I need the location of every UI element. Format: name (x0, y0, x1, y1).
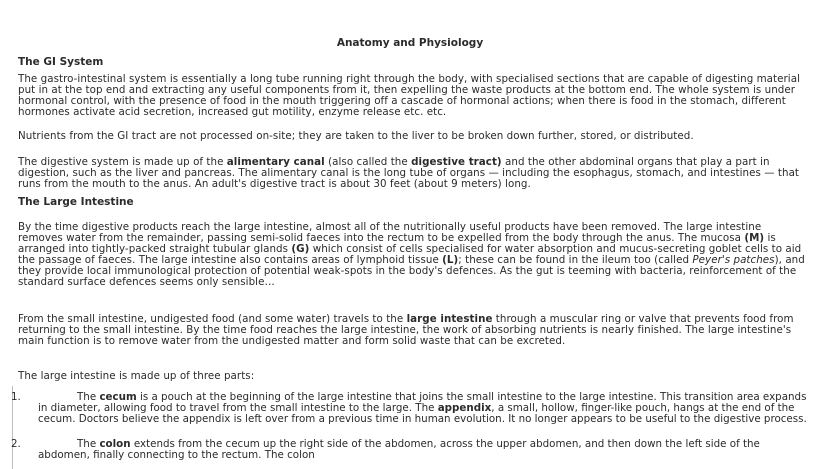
document-title: Anatomy and Physiology (336, 37, 484, 49)
term-appendix: appendix (437, 401, 492, 414)
list-item-number: 1. (11, 391, 21, 403)
paragraph-gi-intro: The gastro-intestinal system is essentially a long tube running right through the body, with specialised sections that are capable of digesting material put in at the top end and extracting any useful components from it, then expelling the waste products at the bottom end. The whole system is under hormonal control, with the presence of food in the mouth triggering off a cascade of hormonal actions; when there is food in the stomach, different hormones activate acid secretion, increased gut motility, enzyme release etc. etc. (18, 73, 800, 118)
term-cecum: cecum (99, 391, 137, 403)
text-run: is a pouch at the beginning of the large intestine that joins the small intestine to the large intestine. This transition area expands in diameter, allowing food to travel from the small intestine to the large. The (38, 391, 807, 414)
text-run: From the small intestine, undigested food (and some water) travels to the (18, 313, 407, 325)
list-item-number: 2. (11, 438, 21, 450)
text-run: The (77, 391, 100, 403)
term-colon: colon (99, 438, 131, 450)
term-alimentary-canal: alimentary canal (226, 156, 325, 168)
heading-large-intestine: The Large Intestine (18, 196, 134, 208)
text-run: (also called the (324, 156, 412, 168)
list-item-body (38, 392, 813, 425)
text-run: is arranged into tightly-packed straight tubular glands (18, 231, 776, 255)
text-run: extends from the cecum up the right side of the abdomen, across the upper abdomen, and then down the left side of the abdomen, finally connecting to the rectum. The colon (38, 438, 760, 461)
text-run: which consist of cells specialised for water absorption and mucus-secreting goblet cells to aid the passage of faeces. The large intestine also contains areas of lymphoid tissue (18, 242, 802, 266)
text-run: By the time digestive products reach the large intestine, almost all of the nutritionally useful products have been removed. The large intestine removes water from the remainder, passing semi-solid faeces into the rectum to be expelled from the body through the anus. The mucosa (18, 221, 762, 244)
label-g: (G) (291, 242, 310, 255)
text-run: , a small, hollow, finger-like pouch, hangs at the end of the cecum. Doctors believe the appendix is left over from a previous time in human evolution. It no longer appears to be useful to the digestive process. (38, 401, 807, 425)
paragraph-digestive-system (18, 157, 808, 190)
heading-gi-system: The GI System (18, 56, 104, 68)
text-run: ), and they provide local immunological protection of potential weak-spots in the body's defences. As the gut is teeming with bacteria, reinforcement of the standard surface defences seems only sensible… (18, 253, 805, 288)
text-run: The digestive system is made up of the (18, 156, 227, 168)
list-item-body (38, 439, 813, 461)
term-digestive-tract: digestive tract) (411, 156, 502, 168)
text-run: ; these can be found in the ileum too (called (458, 253, 693, 266)
label-l: (L) (442, 253, 459, 266)
paragraph-small-to-large (18, 314, 808, 347)
term-large-intestine: large intestine (406, 313, 493, 325)
paragraph-three-parts: The large intestine is made up of three parts: (18, 370, 255, 382)
text-run: through a muscular ring or valve that prevents food from returning to the small intestine. By the time food reaches the large intestine, the work of absorbing nutrients is nearly finished. The large intestine's main function is to remove water from the undigested matter and form solid waste that can be excreted. (18, 313, 794, 347)
term-peyers-patches: Peyer's patches (692, 253, 775, 266)
paragraph-large-intestine-mucosa (18, 222, 808, 287)
text-run: The (77, 438, 100, 450)
paragraph-gi-nutrients: Nutrients from the GI tract are not processed on-site; they are taken to the liver to be broken down further, stored, or distributed. (18, 130, 694, 142)
label-m: (M) (744, 231, 765, 244)
text-run: and the other abdominal organs that play a part in digestion, such as the liver and pancreas. The alimentary canal is the long tube of organs — including the esophagus, stomach, and intestines — that runs from the mouth to the anus. An adult's digestive tract is about 30 feet (about 9 meters) long. (18, 156, 800, 190)
